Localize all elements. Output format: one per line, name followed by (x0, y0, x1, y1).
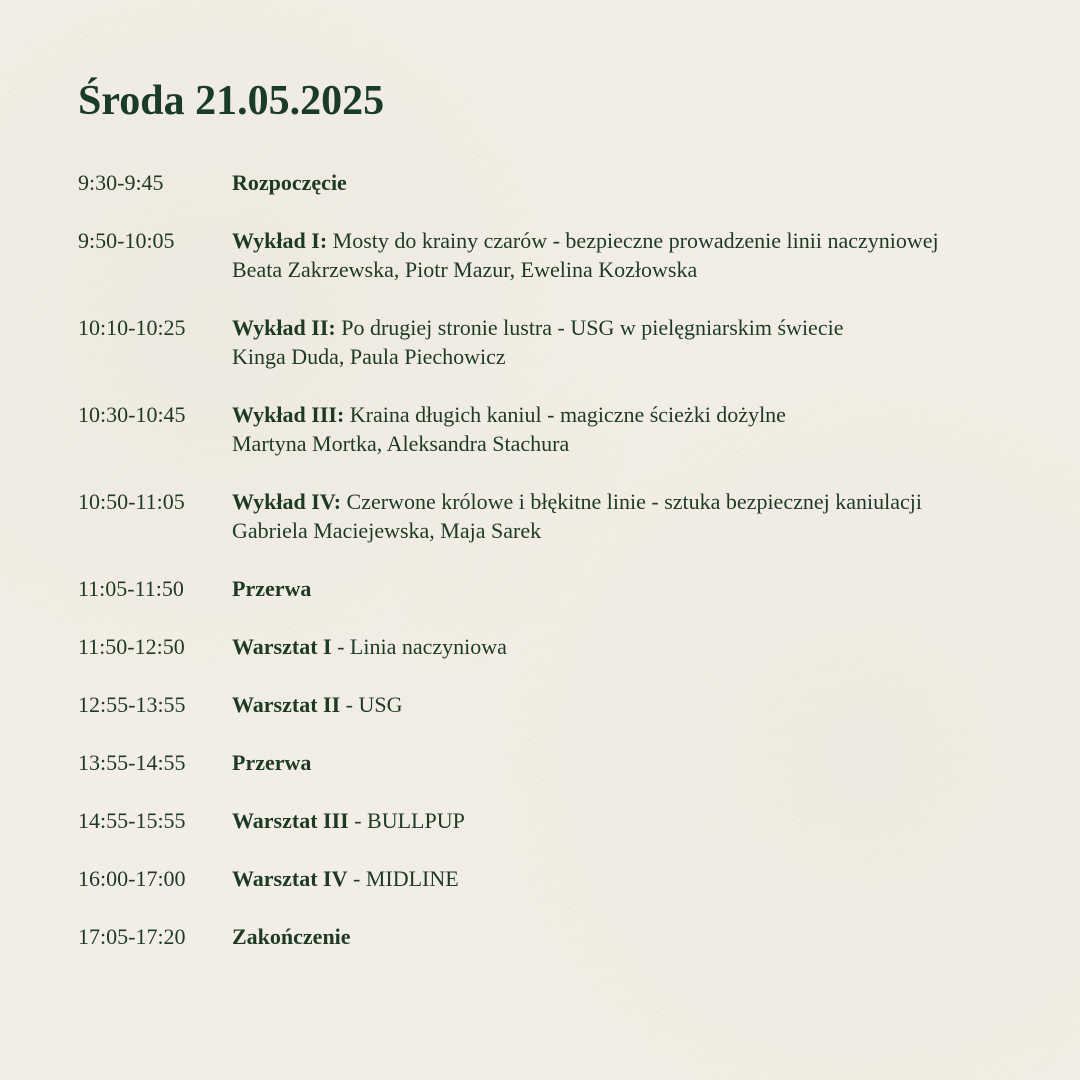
session-label: Przerwa (232, 750, 312, 775)
session-label: Zakończenie (232, 924, 351, 949)
session-label: Warsztat I (232, 634, 332, 659)
session-topic: Kraina długich kaniul - magiczne ścieżki dożylne (349, 402, 786, 427)
time-slot: 17:05-17:20 (78, 924, 186, 949)
time-slot: 10:50-11:05 (78, 489, 185, 514)
session-label: Rozpoczęcie (232, 170, 347, 195)
session-separator: - (347, 866, 366, 891)
session-label: Wykład II: (232, 315, 336, 340)
session-topic: Po drugiej stronie lustra - USG w pielęgniarskim świecie (341, 315, 844, 340)
session-speakers: Beata Zakrzewska, Piotr Mazur, Ewelina Kozłowska (232, 257, 698, 282)
session-label: Wykład III: (232, 402, 345, 427)
page-title: Środa 21.05.2025 (78, 78, 385, 124)
session-heading (232, 487, 1032, 516)
time-slot: 12:55-13:55 (78, 692, 186, 717)
session-topic: Mosty do krainy czarów - bezpieczne prowadzenie linii naczyniowej (332, 228, 939, 253)
time-slot: 16:00-17:00 (78, 866, 186, 891)
session-heading (232, 400, 1032, 429)
agenda-page (78, 0, 1038, 1080)
time-slot: 10:10-10:25 (78, 315, 186, 340)
session-separator: - (348, 808, 368, 833)
session-speakers: Kinga Duda, Paula Piechowicz (232, 344, 506, 369)
session-details (232, 632, 1032, 661)
session-heading (232, 226, 1032, 255)
session-heading (232, 864, 1032, 893)
session-details (232, 864, 1032, 893)
session-heading (232, 922, 1032, 951)
session-details (232, 574, 1032, 603)
session-topic: MIDLINE (365, 866, 459, 891)
session-topic: USG (358, 692, 403, 717)
session-topic: Linia naczyniowa (349, 634, 507, 659)
session-label: Warsztat IV (232, 866, 348, 891)
session-heading (232, 690, 1032, 719)
session-speakers: Martyna Mortka, Aleksandra Stachura (232, 431, 570, 456)
session-details (232, 806, 1032, 835)
session-details (232, 748, 1032, 777)
session-label: Warsztat III (232, 808, 349, 833)
session-details (232, 487, 1032, 545)
session-details (232, 690, 1032, 719)
session-topic: BULLPUP (367, 808, 465, 833)
session-label: Wykład I: (232, 228, 328, 253)
session-details (232, 313, 1032, 371)
session-heading (232, 806, 1032, 835)
session-label: Przerwa (232, 576, 312, 601)
session-heading (232, 168, 1032, 197)
session-topic: Czerwone królowe i błękitne linie - sztuka bezpiecznej kaniulacji (346, 489, 922, 514)
session-separator: - (340, 692, 359, 717)
session-heading (232, 748, 1032, 777)
session-details (232, 226, 1032, 284)
session-heading (232, 313, 1032, 342)
session-heading (232, 632, 1032, 661)
session-heading (232, 574, 1032, 603)
session-label: Warsztat II (232, 692, 341, 717)
time-slot: 9:30-9:45 (78, 170, 164, 195)
time-slot: 13:55-14:55 (78, 750, 186, 775)
session-details (232, 168, 1032, 197)
session-details (232, 400, 1032, 458)
time-slot: 11:05-11:50 (78, 576, 184, 601)
session-details (232, 922, 1032, 951)
session-speakers: Gabriela Maciejewska, Maja Sarek (232, 518, 542, 543)
session-label: Wykład IV: (232, 489, 342, 514)
time-slot: 14:55-15:55 (78, 808, 186, 833)
session-separator: - (331, 634, 350, 659)
time-slot: 11:50-12:50 (78, 634, 185, 659)
time-slot: 9:50-10:05 (78, 228, 175, 253)
time-slot: 10:30-10:45 (78, 402, 186, 427)
